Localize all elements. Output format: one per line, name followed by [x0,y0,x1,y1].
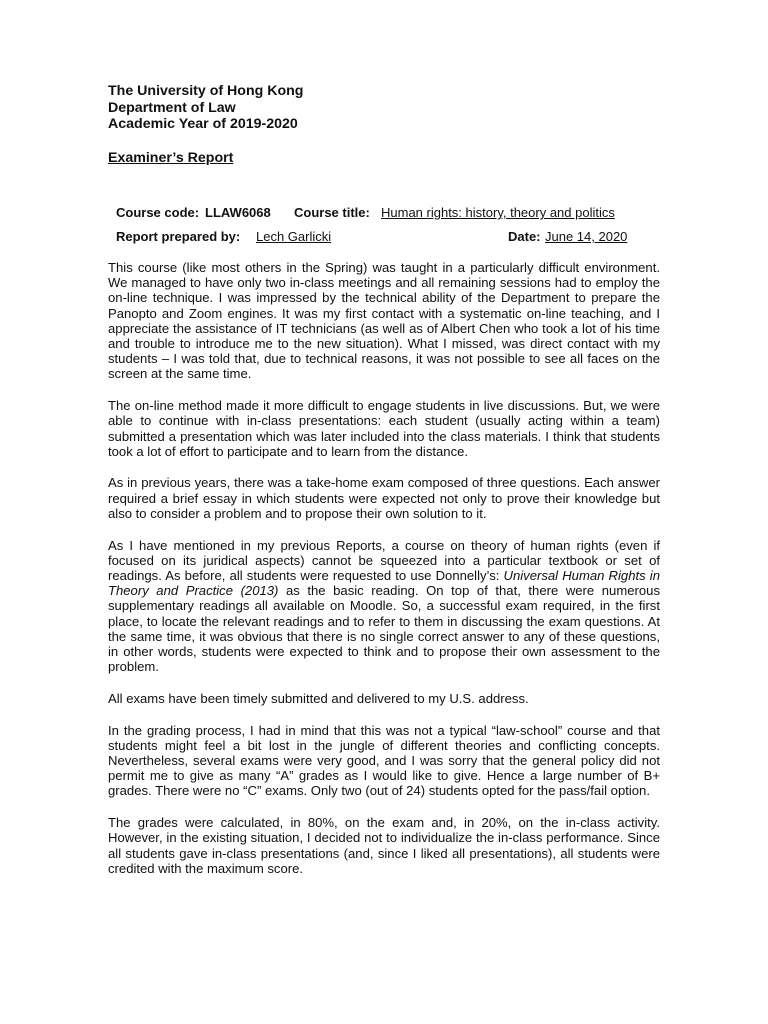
document-header [108,83,303,133]
report-title: Examiner’s Report [108,150,234,166]
readings-text-end: as the basic reading. On top of that, there were numerous supplementary readings all available on Moodle. So, a successful exam required, in the first place, to locate the relevant readings and to refer to them in discussing the exam questions. At the same time, it was obvious that there is no single correct answer to any of these questions, in other words, students were expected to think and to propose their own assessment to the problem. [108,583,660,675]
course-title-label: Course title: [294,205,370,220]
course-code-value: LLAW6068 [205,205,271,220]
paragraph-exam: As in previous years, there was a take-home exam composed of three questions. Each answer required a brief essay in which students were expected not only to prove their knowledge but also to consider a problem and to propose their own solution to it. [108,475,660,521]
prepared-by-value: Lech Garlicki [256,229,332,244]
university-name: The University of Hong Kong [108,83,304,99]
paragraph-grading: In the grading process, I had in mind that this was not a typical “law-school” course and that students might feel a bit lost in the jungle of different theories and conflicting concepts. Nevertheless, several exams were very good, and I was sorry that the general policy did not permit me to give as many “A” grades as I would like to give. Hence a large number of B+ grades. There were no “C” exams. Only two (out of 24) students opted for the pass/fail option. [108,722,660,799]
paragraph-online-teaching: This course (like most others in the Spring) was taught in a particularly difficult environment. We managed to have only two in-class meetings and all remaining sessions had to employ the on-line technique. I was impressed by the technical ability of the Department to prepare the Panopto and Zoom engines. It was my first contact with a systematic on-line teaching, and I appreciate the assistance of IT technicians (as well as of Albert Chen who took a lot of his time and trouble to introduce me to the new situation). What I missed, was direct contact with my students – I was told that, due to technical reasons, it was not possible to see all faces on the screen at the same time. [108,260,660,382]
paragraph-readings [108,538,660,675]
date-value: June 14, 2020 [545,229,628,244]
paragraph-grade-calculation: The grades were calculated, in 80%, on the exam and, in 20%, on the in-class activity. However, in the existing situation, I decided not to individualize the in-class performance. Since all students gave in-class presentations (and, since I liked all presentations), all students were credited with the maximum score. [108,815,660,876]
course-title-value: Human rights: history, theory and politics [381,205,615,220]
course-code-label: Course code: [116,205,200,220]
date-label: Date: [508,229,541,244]
report-body [108,260,660,892]
prepared-by-label: Report prepared by: [116,229,241,244]
department-name: Department of Law [108,99,236,116]
academic-year: Academic Year of 2019-2020 [108,116,298,132]
readings-text-start: As I have mentioned in my previous Reports, a course on theory of human rights (even if focused on its juridical aspects) cannot be squeezed into a particular textbook or set of readings. As before, all students were requested to use Donnelly’s: [108,537,660,583]
paragraph-presentations: The on-line method made it more difficult to engage students in live discussions. But, we were able to continue with in-class presentations: each student (usually acting within a team) submitted a presentation which was later included into the class materials. I think that students took a lot of effort to participate and to learn from the distance. [108,398,660,459]
book-title: Universal Human Rights in Theory and Practice (2013) [108,567,660,599]
paragraph-submission: All exams have been timely submitted and delivered to my U.S. address. [108,690,529,706]
